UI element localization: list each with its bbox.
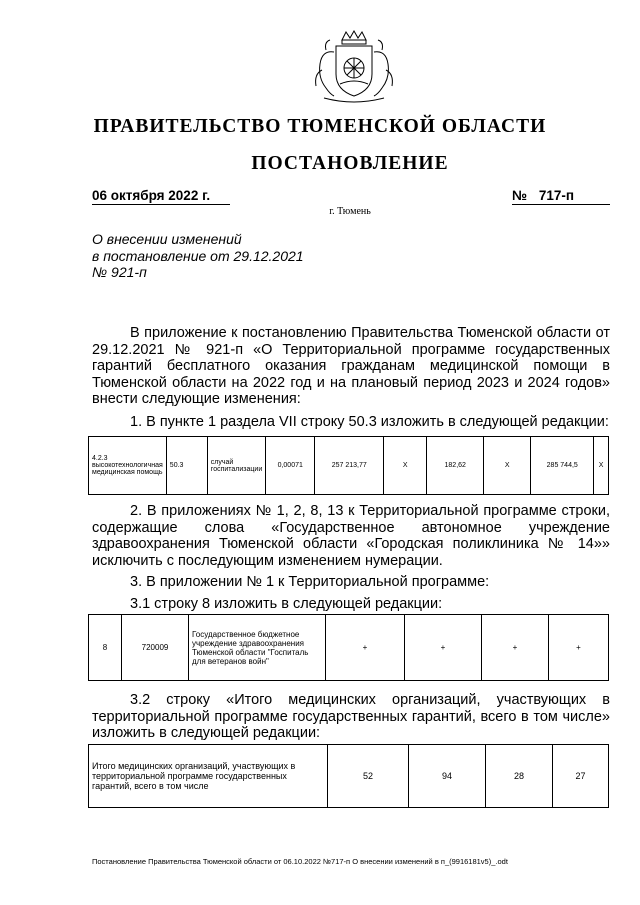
table-cell: 0,00071	[266, 437, 315, 495]
item-3-1: 3.1 строку 8 изложить в следующей редакции:	[130, 596, 443, 612]
document-number: 717-п	[538, 188, 575, 203]
table-row-50-3	[88, 436, 609, 495]
document-type-title: ПОСТАНОВЛЕНИЕ	[251, 153, 449, 174]
intro-paragraph: В приложение к постановлению Правительства Тюменской области от 29.12.2021 № 921-п «О Территориальной программе государственных гарантий бесплатного оказания гражданам медицинской помощи в Тюменской области на 2022 год и на плановый период 2023 и 2024 годов» внести следующие изменения:	[92, 325, 610, 407]
table-cell: 27	[553, 745, 609, 808]
document-city: г. Тюмень	[329, 206, 371, 217]
table-cell: Итого медицинских организаций, участвующих в территориальной программе государственных гарантий, всего в том числе	[89, 745, 328, 808]
table-cell: 257 213,77	[315, 437, 384, 495]
subject-line-3: № 921-п	[92, 264, 147, 280]
table-cell: +	[549, 615, 609, 681]
subject-line-2: в постановление от 29.12.2021	[92, 247, 304, 264]
item-3: 3. В приложении № 1 к Территориальной программе:	[130, 574, 490, 590]
item-3-2: 3.2 строку «Итого медицинских организаций, участвующих в территориальной программе государственных гарантий, всего в том числе» изложить в следующей редакции:	[92, 692, 610, 741]
document-date: 06 октября 2022 г.	[92, 188, 230, 205]
subject-line-1: О внесении изменений	[92, 231, 242, 247]
table-cell: случай госпитализации	[207, 437, 265, 495]
table-cell: 52	[328, 745, 409, 808]
table-cell: +	[482, 615, 549, 681]
table-cell: 720009	[122, 615, 189, 681]
table-cell: +	[326, 615, 405, 681]
government-title: ПРАВИТЕЛЬСТВО ТЮМЕНСКОЙ ОБЛАСТИ	[93, 116, 547, 137]
table-cell: 285 744,5	[531, 437, 594, 495]
item-2: 2. В приложениях № 1, 2, 8, 13 к Территориальной программе строки, содержащие слова «Государственное автономное учреждение здравоохранения Тюменской области «Городская поликлиника № 14»» исключить с последующим изменением нумерации.	[92, 503, 610, 569]
table-cell: 28	[486, 745, 553, 808]
table-cell: Государственное бюджетное учреждение здравоохранения Тюменской области "Госпиталь для ветеранов войн"	[189, 615, 326, 681]
table-cell: 50.3	[166, 437, 207, 495]
number-sign: №	[512, 188, 528, 203]
table-cell: 94	[409, 745, 486, 808]
table-cell: Х	[484, 437, 531, 495]
table-cell: 182,62	[427, 437, 484, 495]
table-cell: 8	[89, 615, 122, 681]
table-cell: 4.2.3 высокотехнологичная медицинская помощь	[89, 437, 167, 495]
table-cell: +	[405, 615, 482, 681]
table-cell: Х	[594, 437, 609, 495]
document-number-field	[512, 188, 610, 205]
document-footer: Постановление Правительства Тюменской области от 06.10.2022 №717-п О внесении изменений в п_(9916181v5)_.odt	[92, 857, 508, 866]
coat-of-arms-emblem	[304, 30, 404, 106]
table-cell: Х	[384, 437, 427, 495]
document-subject	[92, 231, 304, 281]
table-total-row	[88, 744, 609, 808]
item-1: 1. В пункте 1 раздела VII строку 50.3 изложить в следующей редакции:	[130, 414, 609, 430]
table-row-8	[88, 614, 609, 681]
